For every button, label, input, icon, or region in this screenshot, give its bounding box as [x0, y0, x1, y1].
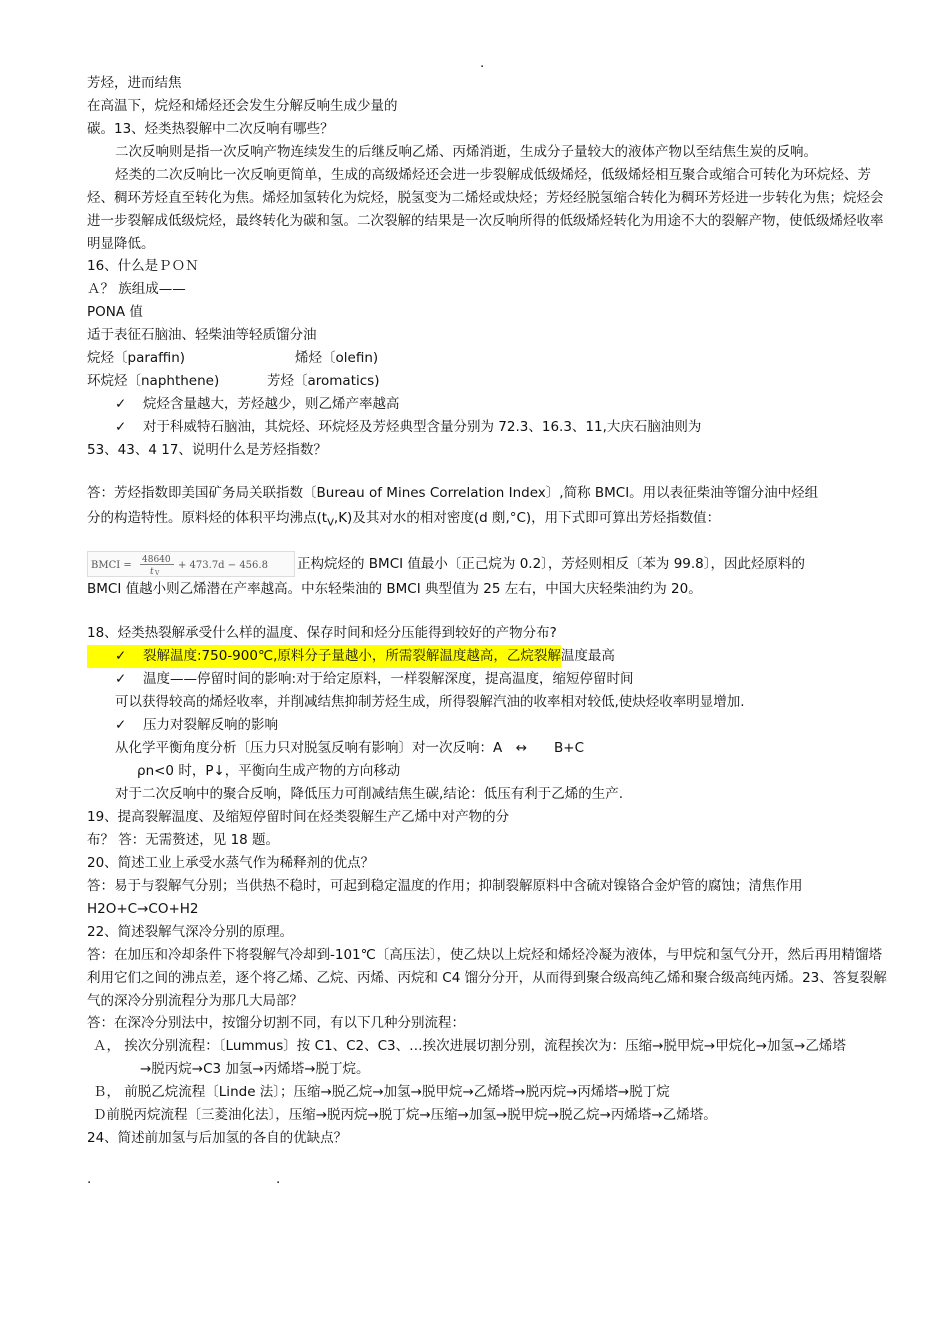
question-22: 22、简述裂解气深冷分别的原理。: [87, 924, 294, 940]
text-line: H2O+C→CO+H2: [87, 901, 199, 917]
footer-dot-right: .: [276, 1171, 281, 1187]
svg-text:48640: 48640: [142, 555, 171, 565]
header-dot: .: [480, 55, 485, 71]
footer-dot-left: .: [87, 1171, 92, 1187]
check-icon: ✓: [115, 419, 127, 435]
text-line: PONA 值: [87, 304, 143, 320]
text-line: 芳烃，进而结焦: [87, 75, 182, 91]
bullet-item: ✓ 温度——停留时间的影响:对于给定原料，一样裂解深度，提高温度，缩短停留时间: [115, 668, 634, 691]
svg-text:t: t: [150, 567, 154, 576]
bullet-item: ✓ 对于科威特石脑油，其烷烃、环烷烃及芳烃典型含量分别为 72.3、16.3、11,大庆石脑油则为: [115, 416, 701, 439]
text-line: BMCI 值越小则乙烯潜在产率越高。中东轻柴油的 BMCI 典型值为 25 左右，中国大庆轻柴油约为 20。: [87, 581, 702, 597]
text-line: 可以获得较高的烯烃收率，并削减结焦抑制芳烃生成，所得裂解汽油的收率相对较低,使炔烃收率明显增加.: [115, 694, 745, 710]
text-line: 环烷烃〔naphthene): [87, 373, 220, 389]
paragraph: 答：在加压和冷却条件下将裂解气冷却到-101℃〔高压法〕，使乙炔以上烷烃和烯烃冷凝为液体，与甲烷和氢气分开，然后再用精馏塔利用它们之间的沸点差，逐个将乙烯、乙烷、丙烯、丙烷和 C4 馏分分开，从而得到聚合级高纯乙烯和聚合级高纯丙烯。23、答复裂解气的深冷分别流程分为那几大局部？: [87, 947, 887, 1009]
question-24: 24、简述前加氢与后加氢的各自的优缺点？: [87, 1130, 348, 1146]
text-line: 从化学平衡角度分析〔压力只对脱氢反响有影响〕对一次反响：A ↔ B+C: [115, 740, 585, 756]
paragraph: 二次反响则是指一次反响产物连续发生的后继反响乙烯、丙烯消逝，生成分子量较大的液体产物以至结焦生炭的反响。: [115, 144, 817, 160]
bullet-item-highlighted: ✓ 裂解温度:750-900℃,原料分子量越小，所需裂解温度越高，乙烷裂解温度最高: [87, 645, 615, 668]
paragraph: 烃类的二次反响比一次反响更简单，生成的高级烯烃还会进一步裂解成低级烯烃，低级烯烃相互聚合或缩合可转化为环烷烃、芳烃、稠环芳烃直至转化为焦。烯烃加氢转化为烷烃，脱氢变为二烯烃或炔烃；芳烃经脱氢缩合转化为稠环芳烃进一步转化为焦；烷烃会进一步裂解成低级烷烃，最终转化为碳和氢。二次裂解的结果是一次反响所得的低级烯烃转化为用途不大的裂解产物，使低级烯烃收率明显降低。: [87, 167, 884, 252]
list-item: Ｄ前脱丙烷流程〔三菱油化法〕，压缩→脱丙烷→脱丁烷→压缩→加氢→脱甲烷→脱乙烷→丙烯塔→乙烯塔。: [93, 1107, 717, 1123]
svg-text:+ 473.7d − 456.8: + 473.7d − 456.8: [178, 560, 268, 571]
text-line: 答：在深冷分别法中，按馏分切割不同，有以下几种分别流程：: [87, 1015, 465, 1031]
check-icon: ✓: [115, 648, 127, 664]
text-line: 对于二次反响中的聚合反响，降低压力可削减结焦生碳,结论：低压有利于乙烯的生产.: [115, 786, 624, 802]
text-line: 布？ 答：无需赘述，见 18 题。: [87, 832, 280, 848]
list-item: Ｂ， 前脱乙烷流程〔Linde 法〕；压缩→脱乙烷→加氢→脱甲烷→乙烯塔→脱丙烷→丙烯塔→脱丁烷: [93, 1084, 670, 1100]
svg-text:BMCI =: BMCI =: [91, 560, 132, 571]
list-item: Ａ， 挨次分别流程：〔Lummus〕按 C1、C2、C3、…挨次进展切割分别，流程挨次为：压缩→脱甲烷→甲烷化→加氢→乙烯塔: [93, 1038, 846, 1054]
question-19: 19、提高裂解温度、及缩短停留时间在烃类裂解生产乙烯中对产物的分: [87, 809, 510, 825]
formula-graphic: [88, 552, 294, 576]
text-line: Ａ？ 族组成——: [87, 281, 186, 297]
bullet-item: ✓ 烷烃含量越大，芳烃越少，则乙烯产率越高: [115, 393, 400, 416]
text-line: BMCI = 48640 t V + 473.7d − 456.8 正构烷烃的 BMCI 值最小〔正己烷为 0.2〕，芳烃则相反〔苯为 99.8〕，因此烃原料的: [87, 551, 805, 577]
text-line: 答：易于与裂解气分别；当供热不稳时，可起到稳定温度的作用；抑制裂解原料中含硫对镍铬合金炉管的腐蚀；清焦作用: [87, 878, 803, 894]
question-17: 53、43、4 17、说明什么是芳烃指数？: [87, 442, 327, 458]
bullet-item: ✓ 压力对裂解反响的影响: [115, 714, 278, 737]
check-icon: ✓: [115, 717, 127, 733]
text-line: 烯烃〔olefin): [295, 350, 379, 366]
text-line: ρn<0 时，P↓，平衡向生成产物的方向移动: [137, 763, 401, 779]
question-20: 20、简述工业上承受水蒸气作为稀释剂的优点？: [87, 855, 375, 871]
text-line: 烷烃〔paraffin): [87, 350, 186, 366]
text-line: 在高温下，烷烃和烯烃还会发生分解反响生成少量的: [87, 98, 398, 114]
text-line: 适于表征石脑油、轻柴油等轻质馏分油: [87, 327, 317, 343]
text-line: 分的构造特性。原料烃的体积平均沸点$(t_V,K)$及其对水的相对密度(d 剫,°C)，用下式即可算出芳烃指数值：: [87, 510, 721, 529]
text-line: 芳烃〔aromatics): [267, 373, 380, 389]
question-16: 16、什么是ＰＯＮ: [87, 258, 199, 274]
list-item-continued: →脱丙烷→C3 加氢→丙烯塔→脱丁烷。: [140, 1061, 370, 1077]
question-18: 18、烃类热裂解承受什么样的温度、保存时间和烃分压能得到较好的产物分布?: [87, 625, 557, 641]
text-line: 答：芳烃指数即美国矿务局关联指数〔Bureau of Mines Correlation Index〕,简称 BMCI。用以表征柴油等馏分油中烃组: [87, 485, 819, 501]
question-13: 碳。13、烃类热裂解中二次反响有哪些？: [87, 121, 334, 137]
check-icon: ✓: [115, 671, 127, 687]
svg-text:V: V: [155, 570, 160, 576]
bmci-formula-image: [87, 551, 295, 577]
check-icon: ✓: [115, 396, 127, 412]
